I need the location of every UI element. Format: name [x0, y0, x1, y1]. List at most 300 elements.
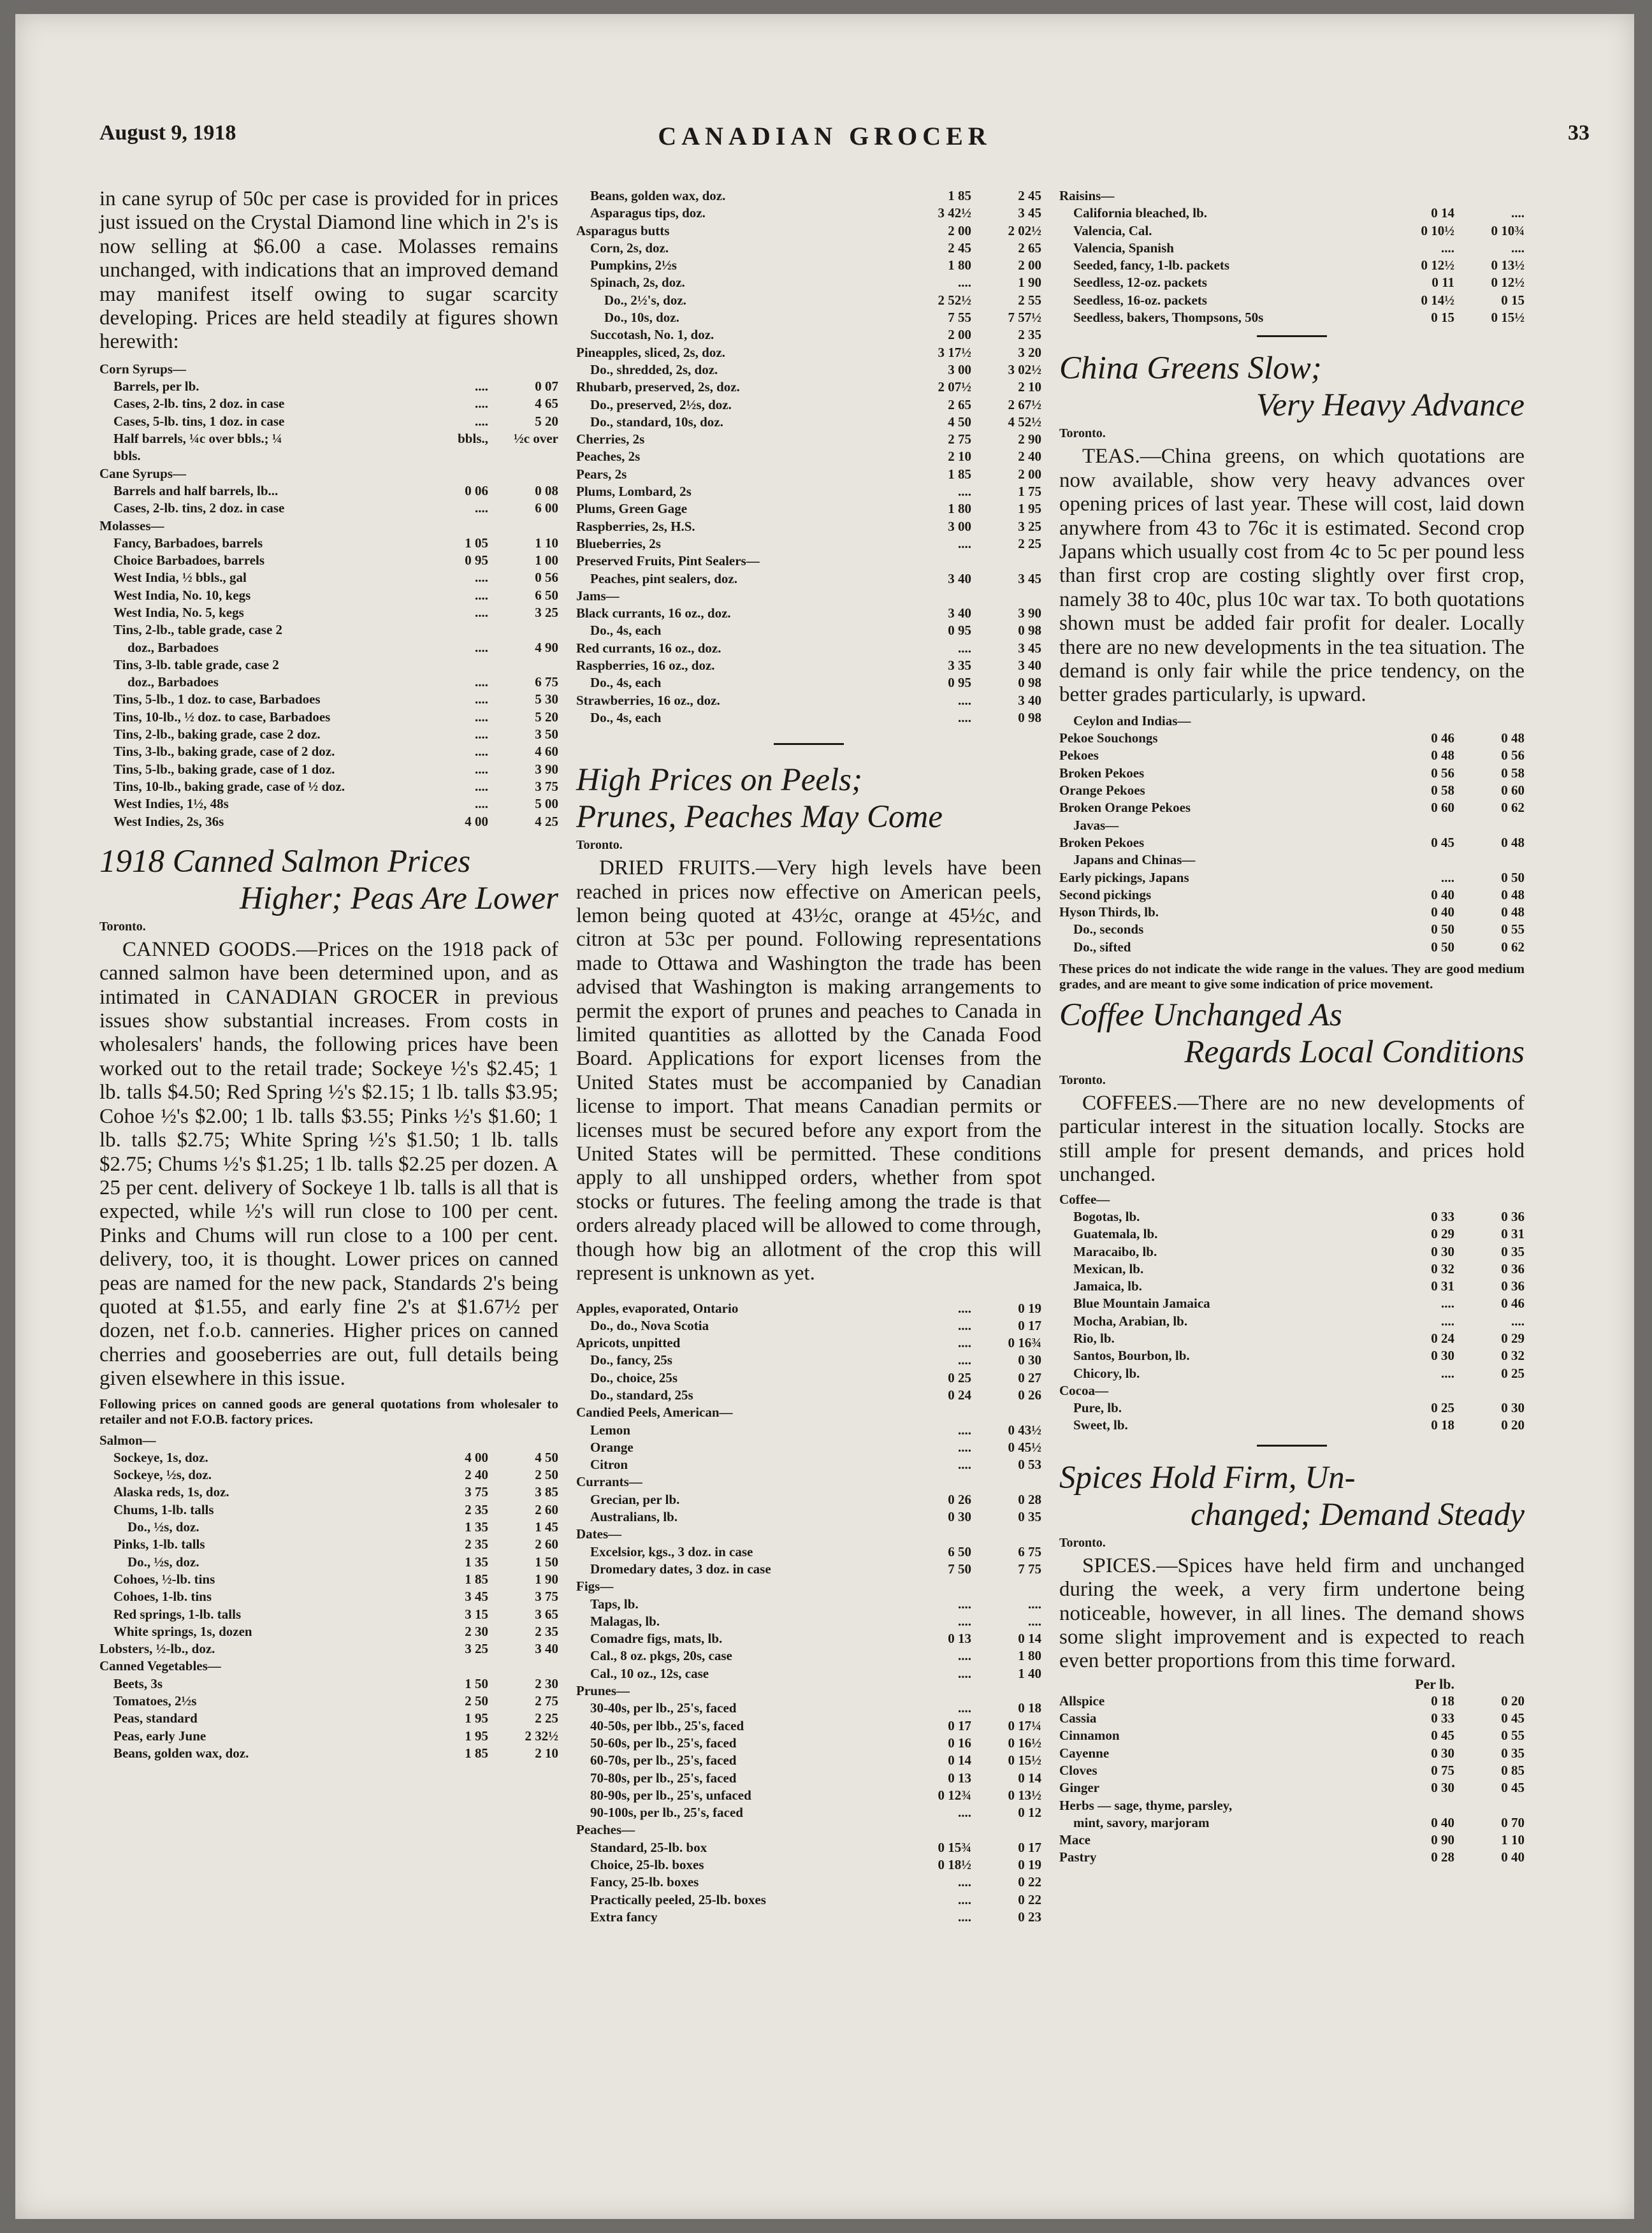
price-row: [99, 1449, 558, 1466]
item-label: Candied Peels, American—: [576, 1405, 733, 1420]
price-low: ....: [475, 674, 488, 690]
price-low: 2 40: [465, 1467, 488, 1483]
price-low: 2 52½: [938, 292, 971, 308]
spices-headline: Spices Hold Firm, Un- changed; Demand Steady: [1059, 1459, 1525, 1533]
column-right: [1059, 187, 1525, 1867]
price-high: [1454, 712, 1525, 730]
price-high: 1 95: [1018, 501, 1041, 517]
price-row: [576, 274, 1041, 291]
item-label: Apples, evaporated, Ontario: [576, 1300, 739, 1316]
price-low: 0 15: [1431, 310, 1454, 326]
item-label: Half barrels, ¼c over bbls.; ¼: [113, 431, 282, 447]
price-low: 0 18: [1431, 1417, 1454, 1433]
price-low: ....: [1441, 1365, 1454, 1381]
price-row: [576, 1422, 1041, 1439]
price-row: [99, 761, 558, 778]
price-low: 0 12¾: [938, 1787, 971, 1803]
issue-date: August 9, 1918: [99, 121, 236, 145]
item-label: Beans, golden wax, doz.: [590, 188, 726, 203]
price-row: [1059, 1710, 1525, 1727]
price-row: [576, 640, 1041, 657]
price-row: [576, 1874, 1041, 1891]
price-high: 0 19: [1018, 1857, 1041, 1873]
price-high: 2 65: [1018, 240, 1041, 256]
price-row: [576, 292, 1041, 309]
item-label: Pekoes: [1059, 748, 1099, 763]
price-row: [1059, 1762, 1525, 1779]
price-low: ....: [475, 726, 488, 742]
price-row: [576, 1456, 1041, 1473]
price-low: 1 80: [948, 257, 971, 273]
price-high: 0 17: [1018, 1317, 1041, 1333]
price-high: 0 70: [1501, 1814, 1525, 1830]
item-label: Cocoa—: [1059, 1382, 1108, 1398]
item-label: 40-50s, per lbb., 25's, faced: [590, 1717, 744, 1733]
price-low: ....: [475, 587, 488, 603]
price-low: ....: [958, 1648, 971, 1664]
price-high: 6 75: [535, 674, 558, 690]
item-label: Mocha, Arabian, lb.: [1073, 1313, 1188, 1329]
price-row: [1059, 1745, 1525, 1762]
price-row: [576, 1909, 1041, 1926]
price-low: ....: [475, 500, 488, 516]
spice-price-table: [1059, 1693, 1525, 1867]
price-low: ....: [958, 1422, 971, 1438]
price-low: ....: [958, 1335, 971, 1351]
price-low: ....: [958, 484, 971, 500]
section-divider: [1257, 1445, 1327, 1447]
price-low: [418, 361, 488, 378]
item-label: Jamaica, lb.: [1073, 1278, 1142, 1294]
item-label: Cassia: [1059, 1710, 1097, 1726]
price-low: ....: [958, 1613, 971, 1629]
price-high: 4 65: [535, 396, 558, 412]
price-low: ....: [958, 709, 971, 725]
price-row: [99, 795, 558, 813]
price-high: 0 45: [1501, 1710, 1525, 1726]
price-low: 0 58: [1431, 783, 1454, 799]
price-row: [1059, 1399, 1525, 1417]
price-high: [1454, 851, 1525, 869]
item-label: Do., ½s, doz.: [127, 1554, 199, 1570]
price-low: 3 40: [948, 570, 971, 586]
price-low: 0 18½: [938, 1857, 971, 1873]
price-row: [576, 1526, 1041, 1543]
price-high: [971, 1682, 1041, 1700]
price-high: 1 90: [535, 1571, 558, 1587]
item-label: Alaska reds, 1s, doz.: [113, 1484, 229, 1500]
price-low: 0 18: [1431, 1693, 1454, 1709]
dried-fruits-table: [576, 1300, 1041, 1926]
price-low: 3 25: [465, 1641, 488, 1657]
price-high: ....: [1511, 1313, 1525, 1329]
item-label: Pekoe Souchongs: [1059, 730, 1158, 746]
price-low: ....: [475, 761, 488, 777]
price-row: [576, 222, 1041, 240]
price-low: ....: [475, 709, 488, 725]
price-low: 4 00: [465, 813, 488, 829]
price-row: [576, 1300, 1041, 1317]
price-high: 0 53: [1018, 1457, 1041, 1473]
price-high: 2 67½: [1008, 396, 1041, 412]
price-high: 0 40: [1501, 1849, 1525, 1865]
price-low: 0 14: [948, 1752, 971, 1768]
price-high: 2 25: [1018, 535, 1041, 551]
price-high: 3 02½: [1008, 361, 1041, 377]
item-label: Plums, Green Gage: [576, 501, 688, 517]
item-label: Grecian, per lb.: [590, 1491, 680, 1507]
item-label: Do., do., Nova Scotia: [590, 1317, 709, 1333]
price-row: [99, 1640, 558, 1658]
item-label: Molasses—: [99, 517, 164, 533]
price-low: 2 35: [465, 1536, 488, 1552]
item-label: Salmon—: [99, 1432, 156, 1448]
price-low: bbls.,: [458, 431, 488, 447]
item-label: Fancy, 25-lb. boxes: [590, 1874, 699, 1890]
item-label: Beans, golden wax, doz.: [113, 1745, 249, 1761]
price-high: 0 55: [1501, 921, 1525, 937]
price-low: [418, 1658, 488, 1675]
price-high: 1 00: [535, 553, 558, 568]
price-high: 0 15½: [1491, 310, 1525, 326]
price-low: 2 07½: [938, 379, 971, 395]
price-low: [901, 588, 971, 605]
price-high: 0 46: [1501, 1296, 1525, 1312]
price-high: 0 55: [1501, 1728, 1525, 1744]
item-label: Corn, 2s, doz.: [590, 240, 669, 256]
price-low: 0 40: [1431, 1814, 1454, 1830]
item-label: Tins, 2-lb., baking grade, case 2 doz.: [113, 726, 321, 742]
item-label: Asparagus tips, doz.: [590, 205, 706, 221]
price-high: 1 40: [1018, 1665, 1041, 1681]
price-high: 0 13½: [1008, 1787, 1041, 1803]
price-row: [1059, 274, 1525, 291]
price-low: 1 85: [948, 466, 971, 482]
item-label: Cases, 5-lb. tins, 1 doz. in case: [113, 413, 285, 429]
price-high: 5 20: [535, 709, 558, 725]
price-low: 0 28: [1431, 1849, 1454, 1865]
item-label: Mexican, lb.: [1073, 1261, 1144, 1276]
canned-goods-note: Following prices on canned goods are general quotations from wholesaler to retailer and not F.O.B. factory prices.: [99, 1396, 558, 1427]
price-row: [1059, 1849, 1525, 1866]
item-label: Do., sifted: [1073, 939, 1131, 955]
price-row: [99, 535, 558, 552]
price-row: [99, 552, 558, 569]
price-high: 0 17¼: [1008, 1717, 1041, 1733]
item-label: Chums, 1-lb. talls: [113, 1501, 214, 1517]
item-label: Chicory, lb.: [1073, 1365, 1140, 1381]
price-high: 0 25: [1501, 1365, 1525, 1381]
item-label: Broken Pekoes: [1059, 834, 1145, 850]
item-label: Tins, 5-lb., baking grade, case of 1 doz.: [113, 761, 335, 777]
price-low: 0 30: [1431, 1243, 1454, 1259]
price-low: 1 85: [465, 1745, 488, 1761]
price-high: 0 98: [1018, 675, 1041, 691]
price-high: 2 60: [535, 1536, 558, 1552]
price-row: [99, 656, 558, 674]
price-low: 3 15: [465, 1606, 488, 1622]
price-low: 0 25: [1431, 1400, 1454, 1416]
price-high: 3 40: [535, 1641, 558, 1657]
item-label: Excelsior, kgs., 3 doz. in case: [590, 1543, 753, 1559]
price-row: [576, 187, 1041, 205]
price-high: 0 48: [1501, 904, 1525, 920]
item-label: Peaches—: [576, 1822, 635, 1838]
price-high: 0 20: [1501, 1693, 1525, 1709]
price-low: ....: [958, 1891, 971, 1907]
price-high: [971, 1821, 1041, 1839]
price-row: [576, 1891, 1041, 1909]
price-low: 0 17: [948, 1717, 971, 1733]
price-low: 0 60: [1431, 800, 1454, 816]
price-row: [1059, 1365, 1525, 1382]
price-row: [1059, 1797, 1525, 1814]
item-label: 70-80s, per lb., 25's, faced: [590, 1770, 737, 1786]
price-low: ....: [475, 639, 488, 655]
publication-title: CANADIAN GROCER: [658, 122, 992, 150]
item-label: Tins, 3-lb. table grade, case 2: [113, 656, 279, 672]
price-low: ....: [1441, 1313, 1454, 1329]
price-high: 3 45: [1018, 570, 1041, 586]
price-low: 0 10½: [1421, 222, 1454, 238]
price-high: 5 00: [535, 796, 558, 812]
price-low: 2 50: [465, 1693, 488, 1709]
price-low: 2 35: [465, 1501, 488, 1517]
item-label: Orange Pekoes: [1059, 783, 1145, 799]
price-low: 3 00: [948, 518, 971, 534]
price-low: 0 40: [1431, 886, 1454, 902]
price-row: [1059, 904, 1525, 921]
price-low: 3 75: [465, 1484, 488, 1500]
price-low: 0 56: [1431, 765, 1454, 781]
item-label: Do., preserved, 2½s, doz.: [590, 396, 732, 412]
item-label: Valencia, Spanish: [1073, 240, 1174, 256]
price-high: 3 20: [1018, 344, 1041, 360]
price-low: 0 14½: [1421, 292, 1454, 308]
price-row: [1059, 1313, 1525, 1330]
price-high: 2 32½: [525, 1728, 558, 1744]
price-row: [1059, 921, 1525, 938]
price-low: ....: [958, 1457, 971, 1473]
tea-price-table: [1059, 712, 1525, 956]
price-row: [1059, 1417, 1525, 1434]
price-high: ....: [1511, 205, 1525, 221]
item-label: 30-40s, per lb., 25's, faced: [590, 1700, 737, 1716]
item-label: West India, No. 10, kegs: [113, 587, 251, 603]
price-high: 3 75: [535, 1589, 558, 1605]
price-row: [1059, 257, 1525, 274]
price-low: 0 45: [1431, 834, 1454, 850]
item-label: Cases, 2-lb. tins, 2 doz. in case: [113, 500, 285, 516]
item-label: Lemon: [590, 1422, 630, 1438]
price-row: [576, 1804, 1041, 1821]
price-low: 3 40: [948, 605, 971, 621]
price-low: ....: [958, 1805, 971, 1821]
price-low: 7 55: [948, 310, 971, 326]
item-label: Cal., 8 oz. pkgs, 20s, case: [590, 1648, 732, 1664]
price-low: ....: [958, 1596, 971, 1612]
price-high: 0 19: [1018, 1300, 1041, 1316]
price-row: [576, 257, 1041, 274]
price-high: 0 35: [1501, 1745, 1525, 1761]
item-label: Valencia, Cal.: [1073, 222, 1152, 238]
item-label: West India, ½ bbls., gal: [113, 570, 247, 586]
price-row: [1059, 205, 1525, 222]
price-high: 7 75: [1018, 1561, 1041, 1577]
price-high: 0 14: [1018, 1631, 1041, 1647]
item-label: Cohoes, ½-lb. tins: [113, 1571, 215, 1587]
price-low: [418, 465, 488, 482]
price-low: 2 30: [465, 1623, 488, 1639]
price-low: ....: [1441, 869, 1454, 885]
price-row: [99, 1728, 558, 1745]
price-low: 4 50: [948, 414, 971, 430]
price-row: [1059, 1382, 1525, 1399]
dateline: Toronto.: [1059, 1535, 1106, 1550]
item-label: bbls.: [113, 448, 141, 464]
item-label: Do., ½s, doz.: [127, 1519, 199, 1535]
price-row: [576, 326, 1041, 343]
item-label: Do., 4s, each: [590, 709, 662, 725]
price-high: ....: [1511, 240, 1525, 256]
price-row: [99, 1501, 558, 1519]
price-row: [1059, 1243, 1525, 1261]
price-low: [901, 1473, 971, 1491]
price-row: [576, 1821, 1041, 1839]
price-high: [971, 1404, 1041, 1421]
price-low: 7 50: [948, 1561, 971, 1577]
price-row: [1059, 1330, 1525, 1347]
item-label: Jams—: [576, 588, 620, 603]
price-row: [99, 465, 558, 482]
item-label: Peaches, 2s: [576, 449, 641, 465]
price-high: [488, 517, 558, 535]
item-label: Cohoes, 1-lb. tins: [113, 1589, 212, 1605]
price-low: [901, 1578, 971, 1595]
price-high: 2 60: [535, 1501, 558, 1517]
price-row: [576, 1369, 1041, 1387]
item-label: 90-100s, per lb., 25's, faced: [590, 1805, 743, 1821]
price-row: [1059, 1191, 1525, 1208]
price-row: [576, 240, 1041, 257]
price-low: 1 95: [465, 1728, 488, 1744]
price-high: 2 10: [1018, 379, 1041, 395]
item-label: Japans and Chinas—: [1073, 852, 1196, 868]
price-row: [576, 379, 1041, 396]
price-high: 0 22: [1018, 1891, 1041, 1907]
price-row: [576, 1630, 1041, 1647]
price-low: 2 00: [948, 327, 971, 343]
price-low: ....: [958, 640, 971, 656]
price-high: 0 56: [535, 570, 558, 586]
price-row: [576, 361, 1041, 379]
price-low: 0 33: [1431, 1208, 1454, 1224]
item-label: Choice Barbadoes, barrels: [113, 553, 265, 568]
price-low: 3 45: [465, 1589, 488, 1605]
price-high: [488, 447, 558, 465]
price-low: 0 50: [1431, 921, 1454, 937]
price-low: 2 75: [948, 431, 971, 447]
section-divider: [774, 743, 844, 745]
price-low: 2 10: [948, 449, 971, 465]
price-low: 2 00: [948, 222, 971, 238]
price-row: [99, 500, 558, 517]
item-label: Do., standard, 10s, doz.: [590, 414, 723, 430]
item-label: Pumpkins, 2½s: [590, 257, 677, 273]
price-low: 0 16: [948, 1735, 971, 1751]
price-row: [99, 621, 558, 639]
price-row: [99, 1658, 558, 1675]
price-low: 3 35: [948, 658, 971, 674]
item-label: Tins, 10-lb., baking grade, case of ½ doz.: [113, 778, 345, 794]
price-high: 0 85: [1501, 1763, 1525, 1778]
price-low: 4 00: [465, 1449, 488, 1465]
price-row: [576, 344, 1041, 361]
price-row: [576, 1317, 1041, 1334]
price-high: 0 36: [1501, 1261, 1525, 1276]
price-high: 2 50: [535, 1467, 558, 1483]
price-high: 0 28: [1018, 1491, 1041, 1507]
item-label: Extra fancy: [590, 1909, 658, 1925]
item-label: Coffee—: [1059, 1191, 1110, 1207]
price-low: ....: [475, 605, 488, 620]
price-high: 0 10¾: [1491, 222, 1525, 238]
price-row: [99, 1710, 558, 1727]
price-high: 2 35: [535, 1623, 558, 1639]
price-row: [576, 588, 1041, 605]
dateline: Toronto.: [576, 838, 623, 853]
item-label: Tins, 5-lb., 1 doz. to case, Barbadoes: [113, 691, 321, 707]
item-label: Do., fancy, 25s: [590, 1352, 672, 1368]
price-row: [99, 361, 558, 378]
price-low: 0 75: [1431, 1763, 1454, 1778]
price-high: 0 31: [1501, 1226, 1525, 1242]
price-row: [576, 1700, 1041, 1717]
price-low: ....: [958, 1665, 971, 1681]
price-low: ....: [475, 691, 488, 707]
price-high: ½c over: [514, 431, 558, 447]
price-high: [1454, 817, 1525, 834]
price-row: [99, 1623, 558, 1640]
item-label: Blue Mountain Jamaica: [1073, 1296, 1210, 1312]
price-high: 2 02½: [1008, 222, 1041, 238]
price-row: [576, 535, 1041, 553]
price-low: ....: [1441, 240, 1454, 256]
price-high: [971, 1473, 1041, 1491]
dateline: Toronto.: [1059, 1073, 1106, 1087]
price-row: [99, 378, 558, 395]
price-row: [99, 587, 558, 604]
price-row: [576, 1561, 1041, 1578]
item-label: Seeded, fancy, 1-lb. packets: [1073, 257, 1230, 273]
price-row: [1059, 765, 1525, 782]
price-high: [488, 1658, 558, 1675]
price-low: 0 24: [1431, 1331, 1454, 1346]
price-low: 0 32: [1431, 1261, 1454, 1276]
item-label: West India, No. 5, kegs: [113, 605, 244, 620]
price-row: [576, 1508, 1041, 1526]
price-row: [99, 778, 558, 795]
price-row: [99, 1484, 558, 1501]
price-high: 0 32: [1501, 1348, 1525, 1364]
price-high: 0 60: [1501, 783, 1525, 799]
item-label: Pineapples, sliced, 2s, doz.: [576, 344, 725, 360]
price-high: 2 90: [1018, 431, 1041, 447]
item-label: Citron: [590, 1457, 628, 1473]
price-row: [99, 726, 558, 743]
price-high: ....: [1028, 1613, 1041, 1629]
price-low: [1384, 1382, 1454, 1399]
